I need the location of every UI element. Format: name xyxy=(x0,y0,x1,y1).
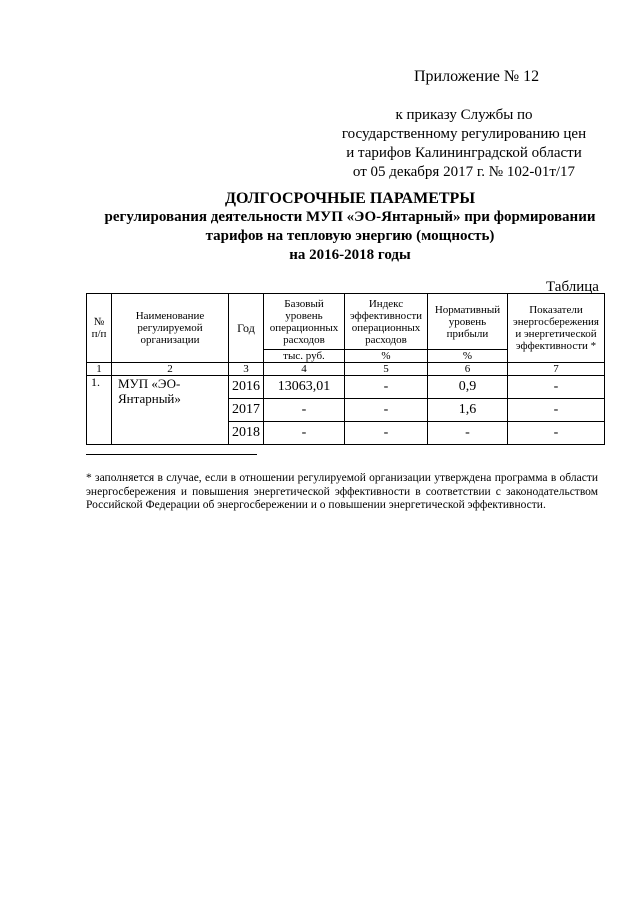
order-line: к приказу Службы по xyxy=(395,107,533,123)
efficiency-index-cell: - xyxy=(345,422,428,445)
header-efficiency-index: Индекс эффективности операционных расходов xyxy=(345,294,428,350)
unit-base: тыс. руб. xyxy=(264,350,345,363)
year-cell: 2017 xyxy=(229,399,264,422)
column-number: 5 xyxy=(345,363,428,376)
base-expenses-cell: 13063,01 xyxy=(264,376,345,399)
column-number: 4 xyxy=(264,363,345,376)
unit-index: % xyxy=(345,350,428,363)
year-cell: 2016 xyxy=(229,376,264,399)
title-line: тарифов на тепловую энергию (мощность) xyxy=(205,228,495,244)
energy-indicators-cell: - xyxy=(508,399,605,422)
row-number: 1. xyxy=(87,376,112,445)
profit-level-cell: 0,9 xyxy=(428,376,508,399)
title-line: на 2016-2018 годы xyxy=(289,247,411,263)
base-expenses-cell: - xyxy=(264,422,345,445)
title-line: регулирования деятельности МУП «ЭО-Янтарный» при формировании xyxy=(104,209,596,225)
base-expenses-cell: - xyxy=(264,399,345,422)
efficiency-index-cell: - xyxy=(345,399,428,422)
column-number: 6 xyxy=(428,363,508,376)
column-number: 7 xyxy=(508,363,605,376)
column-number: 3 xyxy=(229,363,264,376)
order-reference xyxy=(335,106,593,182)
efficiency-index-cell: - xyxy=(345,376,428,399)
order-line: и тарифов Калининградской области xyxy=(346,145,582,161)
header-profit-level: Нормативный уровень прибыли xyxy=(428,294,508,350)
header-base-expenses: Базовый уровень операционных расходов xyxy=(264,294,345,350)
profit-level-cell: - xyxy=(428,422,508,445)
order-line: государственному регулированию цен xyxy=(341,126,587,142)
header-energy-indicators: Показатели энергосбережения и энергетической эффективности * xyxy=(508,294,605,363)
header-num: № п/п xyxy=(87,294,112,363)
parameters-table xyxy=(86,293,605,445)
table-label: Таблица xyxy=(546,279,599,295)
footnote-divider xyxy=(86,454,257,455)
organization-name: МУП «ЭО-Янтарный» xyxy=(112,376,229,445)
year-cell: 2018 xyxy=(229,422,264,445)
column-number: 1 xyxy=(87,363,112,376)
table-header-row xyxy=(87,294,605,350)
order-line: от 05 декабря 2017 г. № 102-01т/17 xyxy=(352,164,576,180)
column-numbers-row xyxy=(87,363,605,376)
profit-level-cell: 1,6 xyxy=(428,399,508,422)
column-number: 2 xyxy=(112,363,229,376)
appendix-number: Приложение № 12 xyxy=(414,68,540,85)
table-row xyxy=(87,376,605,399)
header-year: Год xyxy=(229,294,264,363)
unit-profit: % xyxy=(428,350,508,363)
energy-indicators-cell: - xyxy=(508,422,605,445)
footnote: * заполняется в случае, если в отношении регулируемой организации утверждена программа в области энергосбережения и повышения энергетической эффективности в соответствии с законодательством Российской Федерации об энергосбережении и о повышении энергетической эффективности. xyxy=(86,472,598,511)
document-title xyxy=(60,189,639,265)
header-org: Наименование регулируемой организации xyxy=(112,294,229,363)
title-line: ДОЛГОСРОЧНЫЕ ПАРАМЕТРЫ xyxy=(224,190,476,207)
energy-indicators-cell: - xyxy=(508,376,605,399)
